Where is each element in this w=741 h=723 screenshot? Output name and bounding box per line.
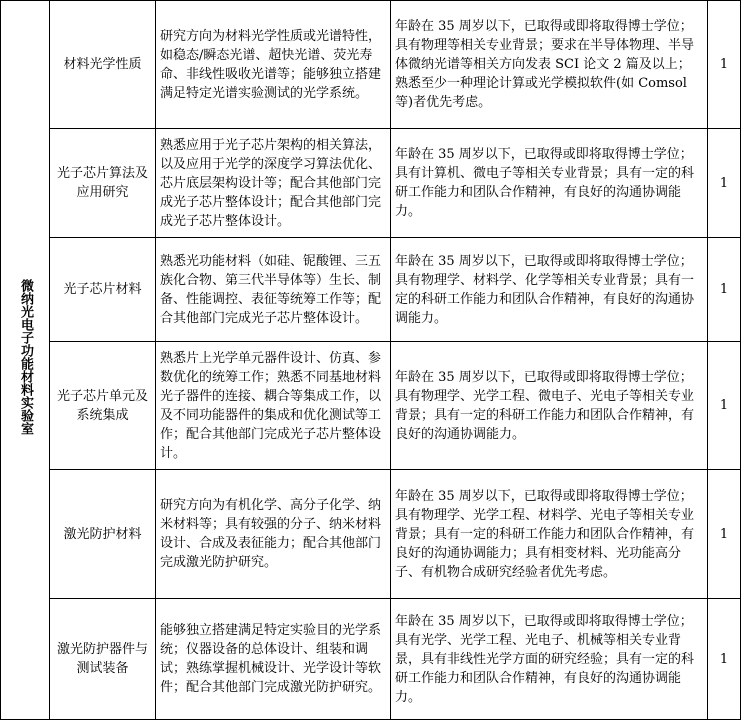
position-title: 激光防护材料 [50,470,156,599]
position-title: 光子芯片算法及应用研究 [50,129,156,238]
requirements: 年龄在 35 周岁以下，已取得或即将取得博士学位；具有计算机、微电子等相关专业背景；具有一定的科研工作能力和团队合作精神，有良好的沟通协调能力。 [391,129,708,238]
research-direction: 能够独立搭建满足特定实验目的光学系统；仪器设备的总体设计、组装和调试；熟练掌握机械设计、光学设计等软件；配合其他部门完成激光防护研究。 [156,599,391,720]
table-row [1,342,741,470]
headcount: 1 [708,1,741,129]
position-title: 光子芯片材料 [50,238,156,342]
research-direction: 熟悉光功能材料（如硅、铌酸锂、三五族化合物、第三代半导体等）生长、制备、性能调控、表征等统筹工作等；配合其他部门完成光子芯片整体设计。 [156,238,391,342]
research-direction: 熟悉片上光学单元器件设计、仿真、参数优化的统筹工作；熟悉不同基地材料光子器件的连接、耦合等集成工作，以及不同功能器件的集成和优化测试等工作；配合其他部门完成光子芯片整体设计。 [156,342,391,470]
requirements: 年龄在 35 周岁以下，已取得或即将取得博士学位；具有物理学、材料学、化学等相关专业背景；具有一定的科研工作能力和团队合作精神，有良好的沟通协调能力。 [391,238,708,342]
table-row [1,129,741,238]
table-row [1,238,741,342]
requirements: 年龄在 35 周岁以下，已取得或即将取得博士学位；具有光学、光学工程、光电子、机械等相关专业背景，具有非线性光学方面的研究经验；具有一定的科研工作能力和团队合作精神，有良好的沟通协调能力。 [391,599,708,720]
department-name: 微纳光电子功能材料实验室 [18,279,33,435]
requirements: 年龄在 35 周岁以下，已取得或即将取得博士学位；具有物理学、光学工程、微电子、光电子等相关专业背景；具有一定的科研工作能力和团队合作精神，有良好的沟通协调能力。 [391,342,708,470]
headcount: 1 [708,129,741,238]
position-title: 光子芯片单元及系统集成 [50,342,156,470]
requirements: 年龄在 35 周岁以下，已取得或即将取得博士学位；具有物理学、光学工程、材料学、光电子等相关专业背景；具有一定的科研工作能力和团队合作精神，有良好的沟通协调能力；具有相变材料、光功能高分子、有机物合成研究经验者优先考虑。 [391,470,708,599]
table-row [1,470,741,599]
headcount: 1 [708,470,741,599]
table-row [1,1,741,129]
headcount: 1 [708,238,741,342]
research-direction: 熟悉应用于光子芯片架构的相关算法，以及应用于光学的深度学习算法优化、芯片底层架构设计等；配合其他部门完成光子芯片整体设计；配合其他部门完成光子芯片整体设计。 [156,129,391,238]
position-title: 激光防护器件与测试装备 [50,599,156,720]
research-direction: 研究方向为材料光学性质或光谱特性，如稳态/瞬态光谱、超快光谱、荧光寿命、非线性吸收光谱等；能够独立搭建满足特定光谱实验测试的光学系统。 [156,1,391,129]
department-name-cell [1,1,50,720]
table-row [1,599,741,720]
headcount: 1 [708,599,741,720]
research-direction: 研究方向为有机化学、高分子化学、纳米材料等；具有较强的分子、纳米材料设计、合成及表征能力；配合其他部门完成激光防护研究。 [156,470,391,599]
headcount: 1 [708,342,741,470]
position-title: 材料光学性质 [50,1,156,129]
requirements: 年龄在 35 周岁以下，已取得或即将取得博士学位；具有物理等相关专业背景；要求在半导体物理、半导体微纳光谱等相关方向发表 SCI 论文 2 篇及以上；熟悉至少一种理论计算或光学模拟软件(如 Comsol 等)者优先考虑。 [391,1,708,129]
